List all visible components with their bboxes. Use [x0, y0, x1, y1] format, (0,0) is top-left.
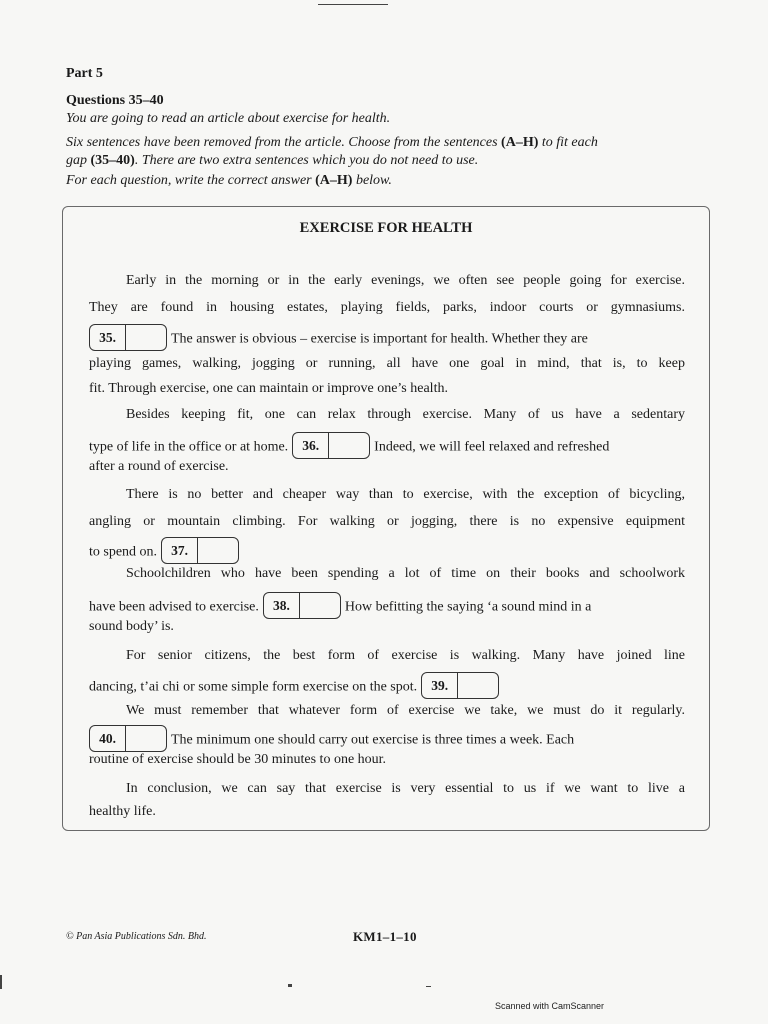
article-line: fit. Through exercise, one can maintain or improve one’s health.	[89, 381, 448, 396]
gap-box-38[interactable]	[263, 592, 341, 619]
scan-dot-bottom	[288, 984, 292, 987]
scan-mark-left	[0, 975, 2, 989]
article-line: routine of exercise should be 30 minutes to one hour.	[89, 752, 387, 767]
instruction-line: gap (35–40). There are two extra sentences which you do not need to use.	[66, 153, 479, 168]
article-line: healthy life.	[89, 804, 156, 819]
article-text: to spend on.	[89, 544, 158, 560]
article-line: angling or mountain climbing. For walking or jogging, there is no expensive equipment	[89, 514, 685, 529]
article-line: Early in the morning or in the early evenings, we often see people going for exercise.	[126, 273, 685, 288]
instruction-line: For each question, write the correct answer (A–H) below.	[66, 173, 392, 188]
article-text: The answer is obvious – exercise is important for health. Whether they are	[171, 331, 588, 347]
article-line: after a round of exercise.	[89, 459, 229, 474]
article-line	[89, 727, 685, 754]
article-text: How befitting the saying ‘a sound mind in a	[344, 599, 592, 615]
scan-line-top	[318, 4, 388, 5]
article-line: In conclusion, we can say that exercise is very essential to us if we want to live a	[126, 781, 685, 796]
article-text: The minimum one should carry out exercise is three times a week. Each	[171, 732, 575, 748]
gap-number: 36.	[293, 433, 329, 458]
article-line	[89, 326, 685, 353]
article-line	[89, 539, 685, 566]
article-text: dancing, t’ai chi or some simple form exercise on the spot.	[89, 679, 418, 695]
gap-number: 38.	[264, 593, 300, 618]
article-text: have been advised to exercise.	[89, 599, 259, 615]
gap-number: 35.	[90, 325, 126, 350]
instruction-line: Six sentences have been removed from the article. Choose from the sentences (A–H) to fit each	[66, 135, 598, 150]
article-line: There is no better and cheaper way than to exercise, with the exception of bicycling,	[126, 487, 685, 502]
instruction-line: You are going to read an article about exercise for health.	[66, 111, 391, 126]
article-line: We must remember that whatever form of exercise we take, we must do it regularly.	[126, 703, 685, 718]
gap-number: 39.	[422, 673, 458, 698]
gap-box-37[interactable]	[161, 537, 239, 564]
questions-heading: Questions 35–40	[66, 93, 164, 108]
scanner-watermark: Scanned with CamScanner	[495, 1001, 605, 1011]
gap-number: 37.	[162, 538, 198, 563]
article-line: sound body’ is.	[89, 619, 174, 634]
gap-box-39[interactable]	[421, 672, 499, 699]
article-line	[89, 674, 685, 701]
article-line: For senior citizens, the best form of exercise is walking. Many have joined line	[126, 648, 685, 663]
scan-dash-bottom	[426, 986, 431, 987]
copyright-notice: © Pan Asia Publications Sdn. Bhd.	[66, 931, 207, 942]
gap-box-36[interactable]	[292, 432, 370, 459]
article-text: Indeed, we will feel relaxed and refreshed	[374, 439, 610, 455]
gap-box-40[interactable]	[89, 725, 167, 752]
article-line: playing games, walking, jogging or running, all have one goal in mind, that is, to keep	[89, 356, 685, 371]
article-line	[89, 434, 685, 461]
page-code: KM1–1–10	[353, 929, 417, 944]
article-title: EXERCISE FOR HEALTH	[299, 220, 473, 236]
gap-number: 40.	[90, 726, 126, 751]
article-line: They are found in housing estates, playing fields, parks, indoor courts or gymnasiums.	[89, 300, 685, 315]
article-line	[89, 594, 685, 621]
article-text: type of life in the office or at home.	[89, 439, 289, 455]
part-heading: Part 5	[66, 66, 103, 81]
gap-box-35[interactable]	[89, 324, 167, 351]
article-line: Besides keeping fit, one can relax through exercise. Many of us have a sedentary	[126, 407, 685, 422]
article-line: Schoolchildren who have been spending a lot of time on their books and schoolwork	[126, 566, 685, 581]
